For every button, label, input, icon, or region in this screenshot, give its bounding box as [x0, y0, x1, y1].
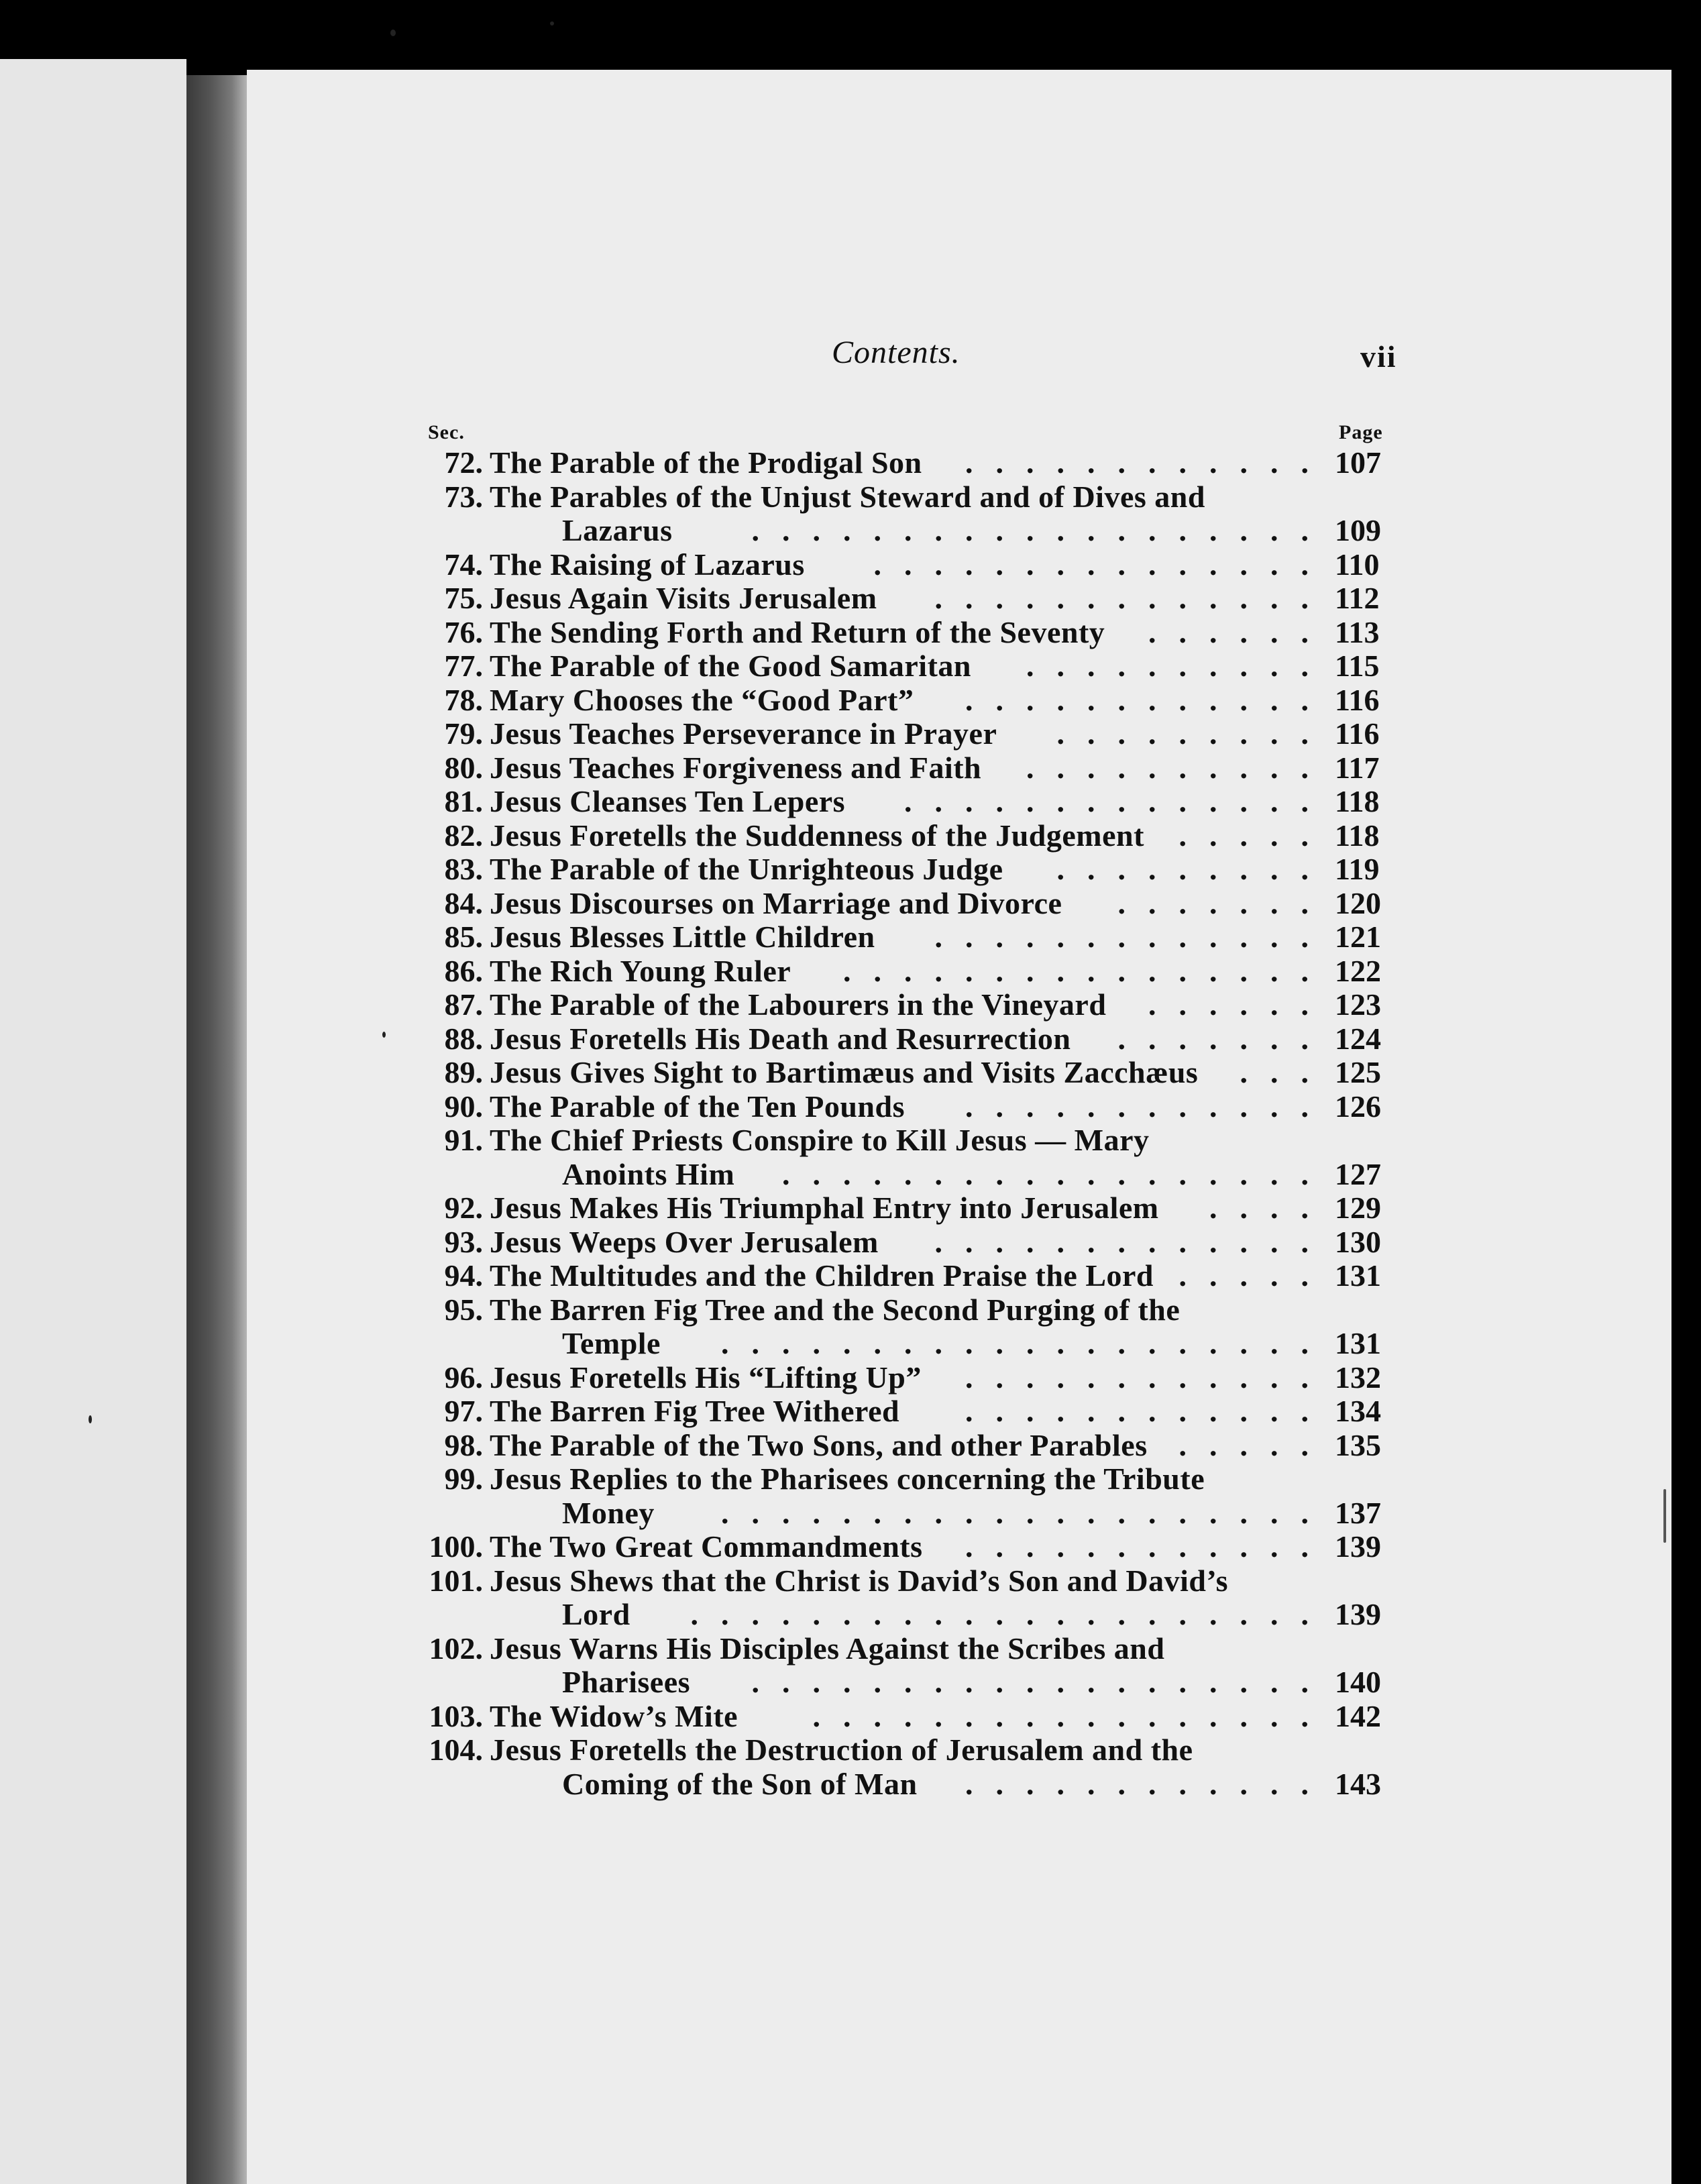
page-number-ref: 139 — [1335, 1529, 1381, 1564]
page-number-ref: 109 — [1335, 513, 1381, 547]
dot-leader: ... — [1240, 1055, 1331, 1089]
dot-leader: ...... — [1148, 987, 1331, 1022]
section-title: Jesus Foretells His “Lifting Up” — [490, 1360, 922, 1395]
section-number: 83. — [444, 852, 483, 886]
page-number-ref: 142 — [1335, 1698, 1381, 1733]
section-title: Lord — [562, 1597, 630, 1631]
page-number-ref: 123 — [1335, 987, 1381, 1022]
section-title: Jesus Cleanses Ten Lepers — [490, 784, 846, 818]
section-title: Jesus Foretells His Death and Resurrection — [490, 1021, 1071, 1056]
page-number-ref: 143 — [1335, 1766, 1381, 1801]
page-number-ref: 131 — [1335, 1258, 1381, 1293]
dot-leader: .......... — [1026, 750, 1331, 785]
page-number-ref: 107 — [1335, 445, 1381, 480]
section-title: The Parable of the Labourers in the Vineyard — [490, 987, 1107, 1022]
section-number: 75. — [444, 581, 483, 615]
page-number-ref: 115 — [1335, 649, 1380, 683]
dot-leader: ............ — [965, 445, 1331, 480]
dot-leader: ............ — [965, 682, 1331, 717]
page-column-heading: Page — [1339, 421, 1383, 443]
dot-leader: ............. — [934, 581, 1331, 615]
section-title: Jesus Foretells the Destruction of Jerusalem and the — [490, 1733, 1193, 1767]
page-number-ref: 131 — [1335, 1326, 1381, 1360]
section-title: Jesus Discourses on Marriage and Divorce — [490, 885, 1062, 920]
dot-leader: ..................... — [690, 1597, 1331, 1631]
page-number-ref: 137 — [1335, 1495, 1381, 1530]
section-number: 98. — [444, 1427, 483, 1462]
section-title: The Sending Forth and Return of the Seventy — [490, 614, 1105, 649]
dot-leader: ..... — [1178, 1427, 1331, 1462]
section-title: Mary Chooses the “Good Part” — [490, 682, 914, 717]
page-number-ref: 135 — [1335, 1427, 1381, 1462]
section-title: The Raising of Lazarus — [490, 547, 805, 582]
dot-leader: ............ — [965, 1394, 1331, 1428]
section-number: 87. — [444, 987, 483, 1022]
section-title: Jesus Makes His Triumphal Entry into Jerusalem — [490, 1191, 1159, 1225]
section-number: 77. — [444, 649, 483, 683]
dot-leader: ................ — [843, 953, 1331, 988]
page-number-ref: 124 — [1335, 1021, 1381, 1056]
dot-leader: .................... — [721, 1495, 1331, 1530]
page-number-ref: 118 — [1335, 784, 1380, 818]
dot-leader: .................. — [782, 1156, 1331, 1191]
section-title: Pharisees — [562, 1665, 691, 1699]
section-number: 101. — [429, 1563, 483, 1598]
section-title: Jesus Warns His Disciples Against the Scribes and — [490, 1631, 1165, 1666]
dot-leader: ............... — [873, 547, 1331, 582]
page-number-ref: 110 — [1335, 547, 1380, 582]
section-title: The Parable of the Ten Pounds — [490, 1089, 905, 1124]
section-title: Jesus Again Visits Jerusalem — [490, 581, 877, 615]
dot-leader: ............. — [934, 920, 1331, 954]
section-number: 104. — [429, 1733, 483, 1767]
section-number: 96. — [444, 1360, 483, 1395]
dot-leader: ..... — [1178, 818, 1331, 853]
page-number-ref: 121 — [1335, 920, 1381, 954]
page-number-ref: 127 — [1335, 1156, 1381, 1191]
dot-leader: .... — [1209, 1191, 1331, 1225]
page-number-ref: 139 — [1335, 1597, 1381, 1631]
section-number: 93. — [444, 1224, 483, 1259]
page-number-ref: 140 — [1335, 1665, 1381, 1699]
dot-leader: ................... — [751, 513, 1331, 547]
dot-leader: ....... — [1117, 885, 1331, 920]
page-number-ref: 120 — [1335, 885, 1381, 920]
dot-leader: ..... — [1178, 1258, 1331, 1293]
dot-leader: ................. — [812, 1698, 1331, 1733]
section-number: 97. — [444, 1394, 483, 1428]
page-number-ref: 126 — [1335, 1089, 1381, 1124]
section-title: The Two Great Commandments — [490, 1529, 923, 1564]
dot-leader: ............ — [965, 1529, 1331, 1564]
section-title: The Parable of the Prodigal Son — [490, 445, 922, 480]
dot-leader: ......... — [1056, 716, 1331, 751]
page-number-ref: 122 — [1335, 953, 1381, 988]
section-title: The Parables of the Unjust Steward and of Dives and — [490, 479, 1205, 514]
page-number-ref: 129 — [1335, 1191, 1381, 1225]
section-number: 78. — [444, 682, 483, 717]
section-title: Jesus Teaches Forgiveness and Faith — [490, 750, 982, 785]
section-title: The Parable of the Good Samaritan — [490, 649, 971, 683]
section-title: The Parable of the Unrighteous Judge — [490, 852, 1003, 886]
section-number: 84. — [444, 885, 483, 920]
section-title: The Rich Young Ruler — [490, 953, 791, 988]
section-number: 88. — [444, 1021, 483, 1056]
dot-leader: ......... — [1056, 852, 1331, 886]
page-number-ref: 130 — [1335, 1224, 1381, 1259]
section-number: 102. — [429, 1631, 483, 1666]
section-number: 80. — [444, 750, 483, 785]
section-title: The Barren Fig Tree and the Second Purging of the — [490, 1292, 1181, 1327]
dot-leader: .......... — [1026, 649, 1331, 683]
dot-leader: ............ — [965, 1766, 1331, 1801]
section-number: 95. — [444, 1292, 483, 1327]
section-number: 100. — [429, 1529, 483, 1564]
section-number: 79. — [444, 716, 483, 751]
dot-leader: ................... — [751, 1665, 1331, 1699]
section-title: Temple — [562, 1326, 661, 1360]
section-title: Lazarus — [562, 513, 673, 547]
section-title: The Chief Priests Conspire to Kill Jesus — Mary — [490, 1123, 1150, 1157]
section-number: 92. — [444, 1191, 483, 1225]
page-number-ref: 119 — [1335, 852, 1380, 886]
section-number: 73. — [444, 479, 483, 514]
section-number: 89. — [444, 1055, 483, 1089]
page-number-ref: 113 — [1335, 614, 1380, 649]
section-number: 86. — [444, 953, 483, 988]
section-title: Jesus Blesses Little Children — [490, 920, 875, 954]
running-title: Contents. — [832, 335, 961, 370]
section-title: Coming of the Son of Man — [562, 1766, 918, 1801]
section-title: Money — [562, 1495, 655, 1530]
section-number: 85. — [444, 920, 483, 954]
section-title: Jesus Weeps Over Jerusalem — [490, 1224, 879, 1259]
section-number: 91. — [444, 1123, 483, 1157]
section-number: 103. — [429, 1698, 483, 1733]
section-title: Jesus Replies to the Pharisees concerning the Tribute — [490, 1462, 1205, 1496]
dot-leader: ....... — [1117, 1021, 1331, 1056]
dot-leader: .................... — [721, 1326, 1331, 1360]
page-number-ref: 134 — [1335, 1394, 1381, 1428]
dot-leader: ............. — [934, 1224, 1331, 1259]
page-number-ref: 117 — [1335, 750, 1380, 785]
page-number-ref: 116 — [1335, 716, 1380, 751]
section-number: 90. — [444, 1089, 483, 1124]
section-title: The Barren Fig Tree Withered — [490, 1394, 900, 1428]
section-title: The Parable of the Two Sons, and other Parables — [490, 1427, 1148, 1462]
section-number: 99. — [444, 1462, 483, 1496]
section-number: 74. — [444, 547, 483, 582]
page-number-ref: 132 — [1335, 1360, 1381, 1395]
section-title: The Widow’s Mite — [490, 1698, 738, 1733]
section-title: The Multitudes and the Children Praise the Lord — [490, 1258, 1154, 1293]
page-number-ref: 112 — [1335, 581, 1380, 615]
page-number-ref: 116 — [1335, 682, 1380, 717]
section-number: 72. — [444, 445, 483, 480]
page-number: vii — [1360, 339, 1397, 374]
dot-leader: .............. — [904, 784, 1331, 818]
section-number: 76. — [444, 614, 483, 649]
section-title: Jesus Teaches Perseverance in Prayer — [490, 716, 997, 751]
page-number-ref: 125 — [1335, 1055, 1381, 1089]
section-title: Jesus Foretells the Suddenness of the Judgement — [490, 818, 1144, 853]
section-number: 82. — [444, 818, 483, 853]
dot-leader: ............ — [965, 1089, 1331, 1124]
section-number: 81. — [444, 784, 483, 818]
section-title: Anoints Him — [562, 1156, 735, 1191]
section-title: Jesus Gives Sight to Bartimæus and Visits Zacchæus — [490, 1055, 1199, 1089]
dot-leader: ............ — [965, 1360, 1331, 1395]
dot-leader: ...... — [1148, 614, 1331, 649]
page-number-ref: 118 — [1335, 818, 1380, 853]
section-title: Jesus Shews that the Christ is David’s Son and David’s — [490, 1563, 1228, 1598]
section-column-heading: Sec. — [428, 421, 465, 443]
section-number: 94. — [444, 1258, 483, 1293]
